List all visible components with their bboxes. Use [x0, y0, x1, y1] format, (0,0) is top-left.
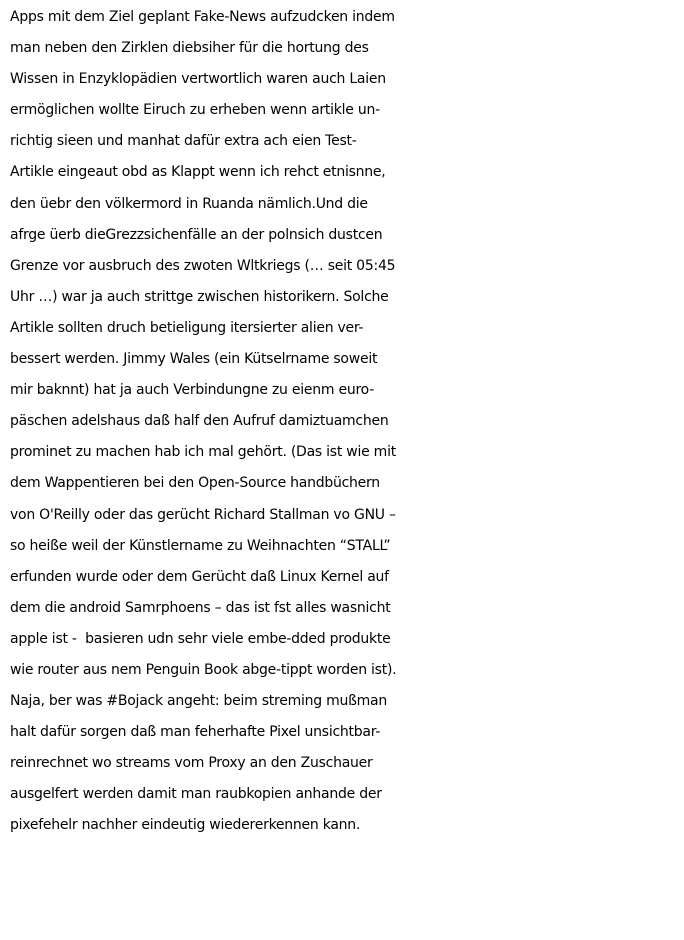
text-line-19: erfunden wurde oder dem Gerücht daß Linux Kernel auf — [10, 568, 389, 585]
text-line-22: wie router aus nem Penguin Book abge-tippt worden ist). — [10, 661, 397, 678]
text-line-17: von O'Reilly oder das gerücht Richard Stallman vo GNU – — [10, 506, 396, 523]
text-line-15: prominet zu machen hab ich mal gehört. (Das ist wie mit — [10, 444, 396, 461]
text-line-13: mir baknnt) hat ja auch Verbindungne zu eienm euro- — [10, 382, 375, 399]
document-page — [10, 2, 680, 936]
text-line-26: ausgelfert werden damit man raubkopien anhande der — [10, 786, 382, 803]
text-line-3: Wissen in Enzyklopädien vertwortlich waren auch Laien — [10, 71, 386, 88]
text-line-11: Artikle sollten druch betieligung itersierter alien ver- — [10, 319, 364, 336]
text-line-16: dem Wappentieren bei den Open-Source handbüchern — [10, 475, 380, 492]
text-line-12: bessert werden. Jimmy Wales (ein Kütselrname soweit — [10, 351, 378, 368]
text-line-4: ermöglichen wollte Eiruch zu erheben wenn artikle un- — [10, 102, 380, 119]
text-line-8: afrge üerb dieGrezzsichenfälle an der polnsich dustcen — [10, 226, 383, 243]
text-line-21: apple ist - basieren udn sehr viele embe-dded produkte — [10, 630, 391, 647]
text-line-7: den üebr den völkermord in Ruanda nämlich.Und die — [10, 195, 368, 212]
text-line-2: man neben den Zirklen diebsiher für die hortung des — [10, 40, 369, 57]
text-line-27: pixefehelr nachher eindeutig wiedererkennen kann. — [10, 817, 361, 834]
text-line-6: Artikle eingeaut obd as Klappt wenn ich rehct etnisnne, — [10, 164, 386, 181]
text-line-1: Apps mit dem Ziel geplant Fake-News aufzudcken indem — [10, 9, 395, 25]
text-line-9: Grenze vor ausbruch des zwoten Wltkriegs (… seit 05:45 — [10, 257, 396, 274]
text-line-10: Uhr …) war ja auch strittge zwischen historikern. Solche — [10, 288, 389, 305]
text-line-23: Naja, ber was #Bojack angeht: beim streming mußman — [10, 693, 387, 710]
text-line-5: richtig sieen und manhat dafür extra ach eien Test- — [10, 133, 357, 150]
text-line-20: dem die android Samrphoens – das ist fst alles wasnicht — [10, 599, 391, 616]
text-line-24: halt dafür sorgen daß man feherhafte Pixel unsichtbar- — [10, 724, 381, 741]
text-line-14: päschen adelshaus daß half den Aufruf damiztuamchen — [10, 413, 389, 430]
text-line-25: reinrechnet wo streams vom Proxy an den Zuschauer — [10, 755, 373, 772]
text-line-18: so heiße weil der Künstlername zu Weihnachten “STALL” — [10, 537, 391, 554]
